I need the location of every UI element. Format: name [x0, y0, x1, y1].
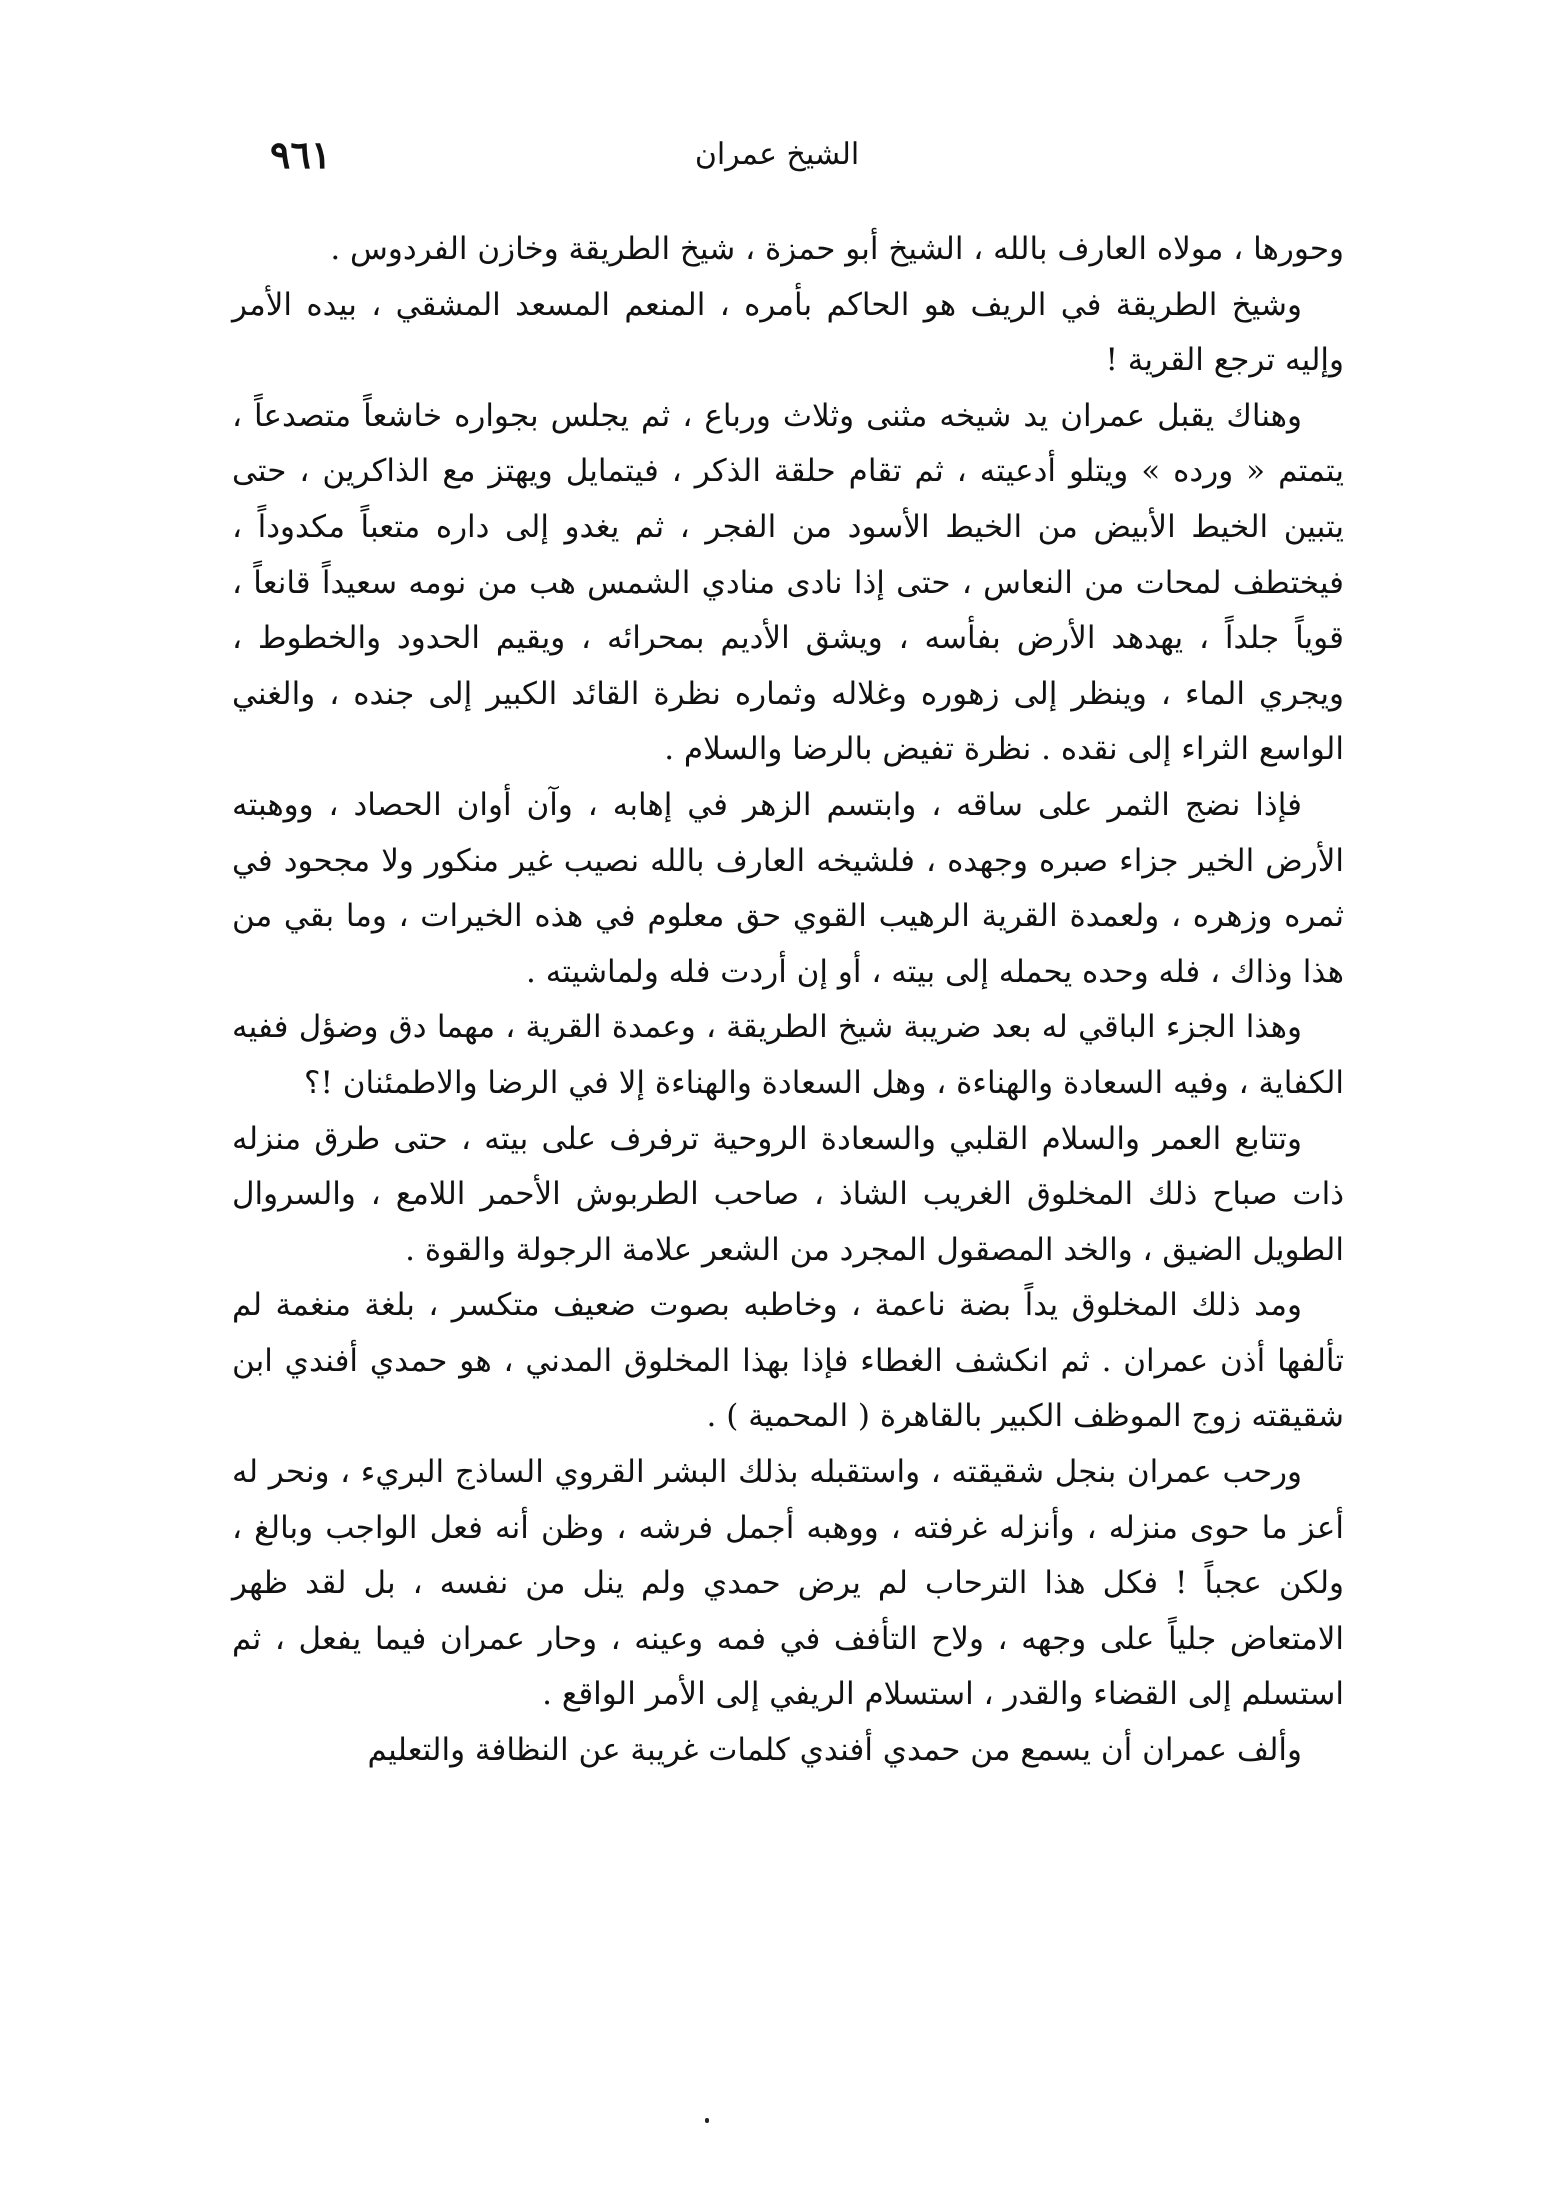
paragraph: وحورها ، مولاه العارف بالله ، الشيخ أبو حمزة ، شيخ الطريقة وخازن الفردوس .	[330, 231, 1344, 267]
body-text	[232, 222, 1344, 1779]
paragraph: فإذا نضج الثمر على ساقه ، وابتسم الزهر في إهابه ، وآن أوان الحصاد ، ووهبته الأرض الخير جزاء صبره وجهده ، فلشيخه العارف بالله نصيب غير منكور ولا مجحود في ثمره وزهره ، ولعمدة القرية الرهيب القوي حق معلوم في هذه الخيرات ، وما بقي من هذا وذاك ، فله وحده يحمله إلى بيته ، أو إن أردت فله ولماشيته .	[232, 786, 1344, 990]
page-header	[0, 130, 1554, 190]
paragraph: وهذا الجزء الباقي له بعد ضريبة شيخ الطريقة ، وعمدة القرية ، مهما دق وضؤل ففيه الكفاية ، وفيه السعادة والهناءة ، وهل السعادة والهناءة إلا في الرضا والاطمئنان !؟	[232, 1009, 1344, 1101]
paragraph: وشيخ الطريقة في الريف هو الحاكم بأمره ، المنعم المسعد المشقي ، بيده الأمر وإليه ترجع القرية !	[232, 286, 1344, 379]
page-number: ٩٦١	[270, 132, 332, 177]
ink-speck	[705, 2118, 709, 2123]
paragraph: ومد ذلك المخلوق يداً بضة ناعمة ، وخاطبه بصوت ضعيف متكسر ، بلغة منغمة لم تألفها أذن عمران . ثم انكشف الغطاء فإذا بهذا المخلوق المدني ، هو حمدي أفندي ابن شقيقته زوج الموظف الكبير بالقاهرة ( المحمية ) .	[232, 1287, 1344, 1435]
paragraph: وهناك يقبل عمران يد شيخه مثنى وثلاث ورباع ، ثم يجلس بجواره خاشعاً متصدعاً ، يتمتم « ورده » ويتلو أدعيته ، ثم تقام حلقة الذكر ، فيتمايل ويهتز مع الذاكرين ، حتى يتبين الخيط الأبيض من الخيط الأسود من الفجر ، ثم يغدو إلى داره متعباً مكدوداً ، فيختطف لمحات من النعاس ، حتى إذا نادى منادي الشمس هب من نومه سعيداً قانعاً ، قوياً جلداً ، يهدهد الأرض بفأسه ، ويشق الأديم بمحرائه ، ويقيم الحدود والخطوط ، ويجري الماء ، وينظر إلى زهوره وغلاله وثماره نظرة القائد الكبير إلى جنده ، والغني الواسع الثراء إلى نقده . نظرة تفيض بالرضا والسلام .	[232, 397, 1344, 768]
paragraph: وتتابع العمر والسلام القلبي والسعادة الروحية ترفرف على بيته ، حتى طرق منزله ذات صباح ذلك المخلوق الغريب الشاذ ، صاحب الطربوش الأحمر اللامع ، والسروال الطويل الضيق ، والخد المصقول المجرد من الشعر علامة الرجولة والقوة .	[232, 1120, 1344, 1268]
paragraph: وألف عمران أن يسمع من حمدي أفندي كلمات غريبة عن النظافة والتعليم	[367, 1732, 1302, 1769]
running-title: الشيخ عمران	[694, 137, 860, 172]
paragraph: ورحب عمران بنجل شقيقته ، واستقبله بذلك البشر القروي الساذج البريء ، ونحر له أعز ما حوى منزله ، وأنزله غرفته ، ووهبه أجمل فرشه ، وظن أنه فعل الواجب وبالغ ، ولكن عجباً ! فكل هذا الترحاب لم يرض حمدي ولم ينل من نفسه ، بل لقد ظهر الامتعاض جلياً على وجهه ، ولاح التأفف في فمه وعينه ، وحار عمران فيما يفعل ، ثم استسلم إلى القضاء والقدر ، استسلام الريفي إلى الأمر الواقع .	[232, 1454, 1344, 1713]
